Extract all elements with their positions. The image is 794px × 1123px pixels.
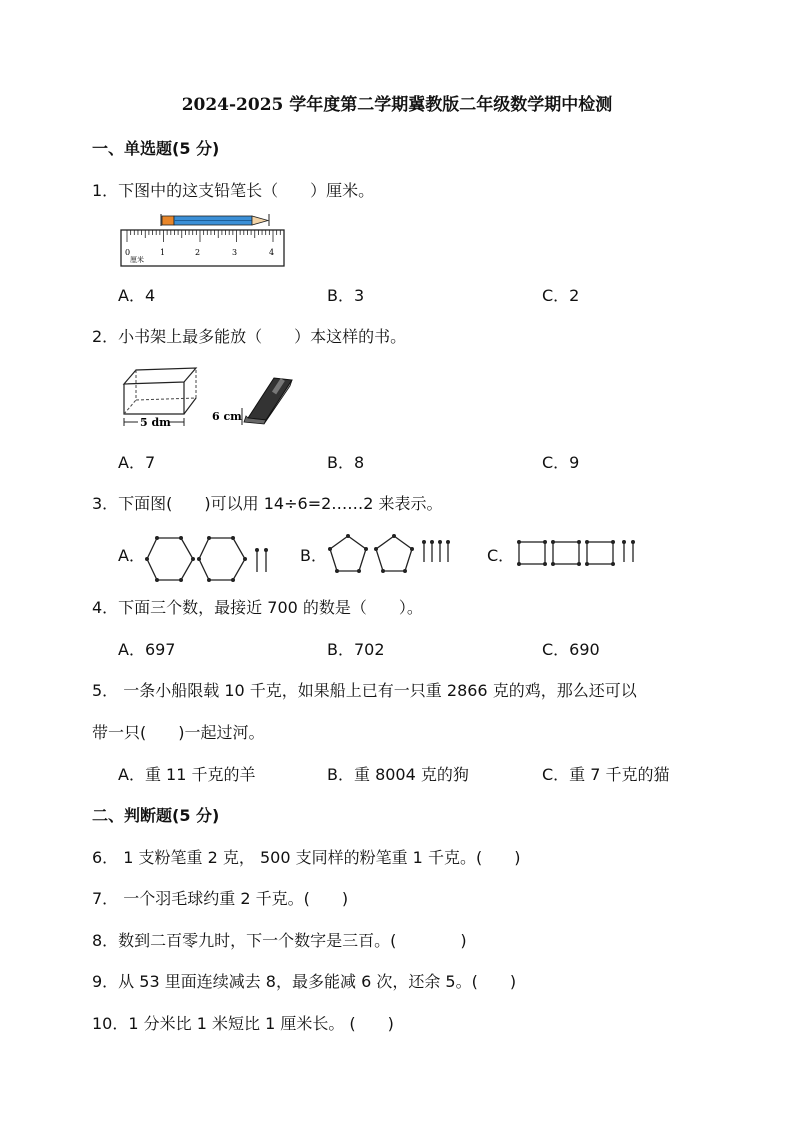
ruler-pencil-figure	[120, 212, 290, 268]
question-6-text: 6． 1 支粉笔重 2 克， 500 支同样的粉笔重 1 千克。( )	[92, 848, 521, 867]
question-10-text: 10．1 分米比 1 米短比 1 厘米长。 ( )	[92, 1014, 394, 1033]
book-thickness-label: 6 cm	[212, 410, 242, 423]
q1-option-b[interactable]: B．3	[327, 286, 365, 305]
pencil-tip	[252, 216, 268, 225]
q1-option-c[interactable]: C．2	[542, 286, 580, 305]
ruler-tick-label-2: 2	[195, 248, 201, 257]
ruler-tick-label-3: 3	[232, 248, 238, 257]
question-2-text: 2．小书架上最多能放（ ）本这样的书。	[92, 327, 407, 346]
q5-option-c[interactable]: C．重 7 千克的猫	[542, 765, 670, 784]
q2-option-a[interactable]: A．7	[118, 453, 156, 472]
q3-option-b-label[interactable]: B．	[300, 546, 327, 565]
q5-option-a[interactable]: A．重 11 千克的羊	[118, 765, 256, 784]
ruler-tick-label-1: 1	[160, 248, 166, 257]
q4-option-c[interactable]: C．690	[542, 640, 600, 659]
book-figure	[210, 374, 296, 426]
ruler-unit-label: 厘米	[130, 256, 144, 264]
question-9-text: 9．从 53 里面连续减去 8，最多能减 6 次，还余 5。( )	[92, 972, 517, 991]
q3-option-b-figure[interactable]	[328, 534, 458, 578]
q1-option-a[interactable]: A．4	[118, 286, 156, 305]
q3-option-c-label[interactable]: C．	[487, 546, 515, 565]
section-heading-single-choice: 一、单选题(5 分)	[92, 139, 220, 158]
q2-option-b[interactable]: B．8	[327, 453, 365, 472]
q4-option-b[interactable]: B．702	[327, 640, 385, 659]
question-7-text: 7． 一个羽毛球约重 2 千克。( )	[92, 889, 349, 908]
q2-option-c[interactable]: C．9	[542, 453, 580, 472]
question-3-text: 3．下面图( )可以用 14÷6=2……2 来表示。	[92, 494, 443, 513]
question-5-text-line2: 带一只( )一起过河。	[92, 723, 265, 742]
question-4-text: 4．下面三个数，最接近 700 的数是（ ）。	[92, 598, 423, 617]
question-1-text: 1．下图中的这支铅笔长（ ）厘米。	[92, 181, 375, 200]
q3-option-a-figure[interactable]	[145, 536, 273, 584]
bookshelf-figure	[118, 364, 208, 432]
ruler-tick-label-0: 0	[125, 248, 131, 257]
q3-option-c-figure[interactable]	[515, 538, 639, 570]
page-title: 2024-2025 学年度第二学期冀教版二年级数学期中检测	[181, 95, 613, 115]
section-heading-true-false: 二、判断题(5 分)	[92, 806, 220, 825]
ruler-tick-label-4: 4	[269, 248, 275, 257]
q4-option-a[interactable]: A．697	[118, 640, 176, 659]
q3-option-a-label[interactable]: A．	[118, 546, 145, 565]
question-8-text: 8．数到二百零九时，下一个数字是三百。( )	[92, 931, 467, 950]
shelf-width-label: 5 dm	[140, 416, 171, 429]
question-5-text-line1: 5． 一条小船限载 10 千克，如果船上已有一只重 2866 克的鸡，那么还可以	[92, 681, 637, 700]
q5-option-b[interactable]: B．重 8004 克的狗	[327, 765, 469, 784]
pencil-eraser	[162, 216, 174, 225]
